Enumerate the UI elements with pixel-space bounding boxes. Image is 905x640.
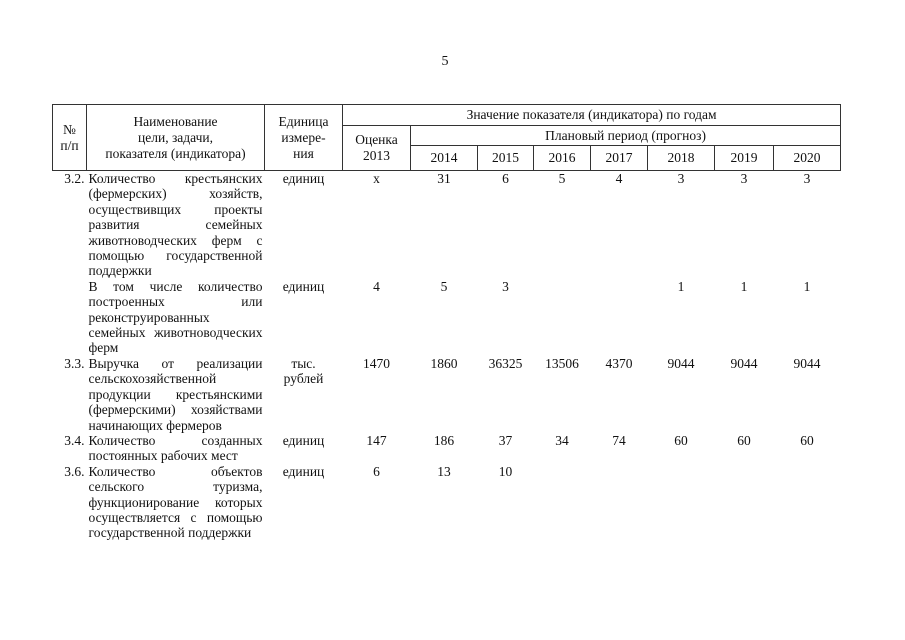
header-unit: Единица измере- ния — [265, 105, 343, 171]
indicator-name: Количество созданных постоянных рабочих мест — [88, 432, 263, 464]
value-cell — [591, 279, 648, 356]
value-cell: 37 — [498, 432, 513, 448]
value-cell: 186 — [433, 432, 455, 448]
table-row — [53, 279, 841, 356]
value-cell: 4 — [373, 278, 380, 294]
value-cell: 1470 — [363, 355, 390, 371]
value-cell: 10 — [498, 463, 513, 479]
value-cell: 36325 — [488, 355, 523, 371]
value-cell — [534, 279, 591, 356]
header-year: 2020 — [774, 146, 841, 171]
value-cell: 9044 — [667, 355, 695, 371]
value-cell: 13506 — [545, 355, 579, 371]
indicator-name: Количество крестьянских (фермерских) хозяйств, осуществивщих проекты развития семейных животноводческих ферм с помощью государственной поддержки — [88, 171, 263, 279]
row-number: 3.4. — [64, 432, 85, 448]
unit-cell: единиц — [282, 278, 325, 294]
table-header — [53, 105, 841, 171]
page-number: 5 — [441, 54, 449, 69]
value-cell: 60 — [800, 432, 814, 448]
header-values-title: Значение показателя (индикатора) по годам — [343, 105, 841, 126]
value-cell: 147 — [366, 432, 387, 448]
unit-cell: единиц — [282, 171, 325, 186]
indicator-name: Количество объектов сельского туризма, функционирование которых осуществляется с помощью государственной поддержки — [88, 463, 263, 541]
value-cell: 9044 — [793, 355, 821, 371]
value-cell: 6 — [502, 171, 509, 186]
table-row — [53, 433, 841, 464]
value-cell: 60 — [737, 432, 751, 448]
header-year: 2018 — [648, 146, 715, 171]
header-name: Наименование цели, задачи, показателя (индикатора) — [87, 105, 265, 171]
value-cell: 6 — [373, 463, 380, 479]
value-cell: 1 — [740, 278, 748, 294]
value-cell: 1 — [677, 278, 685, 294]
table-row — [53, 464, 841, 541]
value-cell: 5 — [558, 171, 566, 186]
value-cell: 1860 — [430, 355, 458, 371]
value-cell: 3 — [677, 171, 685, 186]
value-cell: 3 — [740, 171, 748, 186]
value-cell: 3 — [803, 171, 811, 186]
row-number: 3.2. — [64, 171, 85, 186]
value-cell: 1 — [803, 278, 811, 294]
value-cell — [648, 464, 715, 541]
header-year: 2019 — [715, 146, 774, 171]
value-cell: 5 — [440, 278, 448, 294]
value-cell: 60 — [674, 432, 688, 448]
table-row — [53, 171, 841, 279]
header-year: 2016 — [534, 146, 591, 171]
header-plan-period: Плановый период (прогноз) — [411, 126, 841, 146]
value-cell — [715, 464, 774, 541]
header-evaluation: Оценка 2013 — [343, 126, 411, 171]
header-year: 2017 — [591, 146, 648, 171]
unit-cell: единиц — [282, 432, 325, 448]
row-number — [53, 279, 87, 356]
value-cell: х — [373, 171, 380, 186]
value-cell: 13 — [437, 463, 451, 479]
table-row — [53, 356, 841, 433]
row-number: 3.3. — [64, 355, 85, 371]
header-year: 2015 — [478, 146, 534, 171]
indicators-table — [52, 104, 841, 541]
table-body — [53, 171, 841, 541]
value-cell — [534, 464, 591, 541]
row-number: 3.6. — [64, 463, 85, 479]
value-cell — [591, 464, 648, 541]
value-cell: 4370 — [605, 355, 633, 371]
value-cell — [774, 464, 841, 541]
header-num: № п/п — [53, 105, 87, 171]
value-cell: 74 — [612, 432, 626, 448]
value-cell: 34 — [555, 432, 569, 448]
value-cell: 9044 — [730, 355, 758, 371]
value-cell: 31 — [437, 171, 451, 186]
header-year: 2014 — [411, 146, 478, 171]
value-cell: 3 — [502, 278, 509, 294]
value-cell: 4 — [615, 171, 623, 186]
indicator-name: Выручка от реализации сельскохозяйственной продукции крестьянскими (фермерскими) хозяйствами начинающих фермеров — [88, 355, 263, 433]
unit-cell: единиц — [282, 463, 325, 479]
unit-cell: тыс. рублей — [283, 355, 324, 387]
indicator-name: В том числе количество построенных или реконструированных семейных животноводческих ферм — [88, 278, 263, 356]
